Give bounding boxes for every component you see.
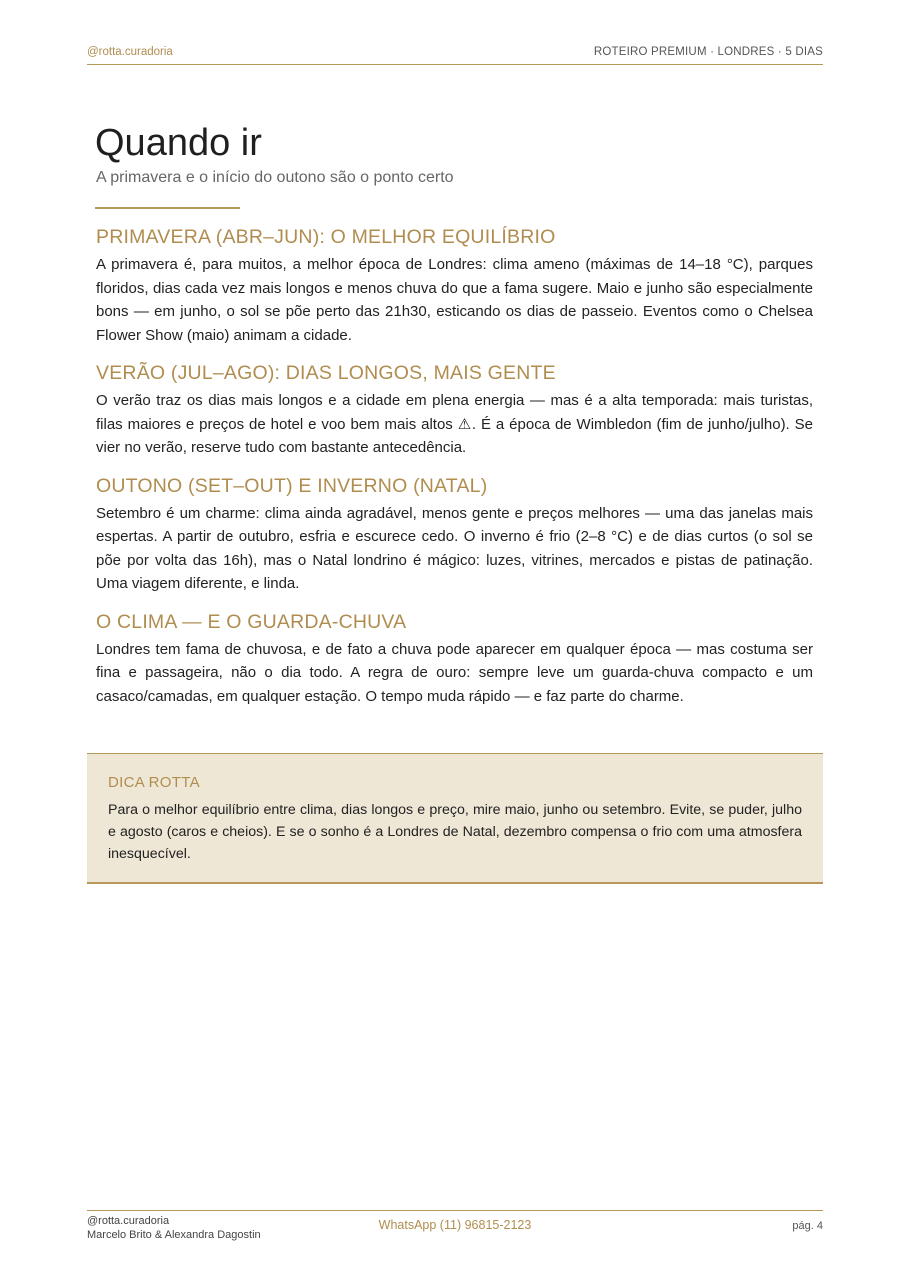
section-heading: PRIMAVERA (ABR–JUN): O MELHOR EQUILÍBRIO (96, 226, 556, 248)
section-outono-inverno (96, 475, 813, 596)
header-document-label: ROTEIRO PREMIUM · LONDRES · 5 DIAS (593, 46, 823, 58)
section-heading: VERÃO (JUL–AGO): DIAS LONGOS, MAIS GENTE (96, 362, 556, 384)
page-subtitle: A primavera e o início do outono são o ponto certo (96, 169, 454, 186)
section-text: A primavera é, para muitos, a melhor época de Londres: clima ameno (máximas de 14–18 °C), parques floridos, dias cada vez mais longos e menos chuva do que a fama sugere. Maio e junho são especialmente bons — em junho, o sol se põe perto das 21h30, esticando os dias de passeio. Eventos como o Chelsea Flower Show (maio) animam a cidade. (96, 256, 813, 344)
section-text: Londres tem fama de chuvosa, e de fato a chuva pode aparecer em qualquer época — mas costuma ser fina e passageira, não o dia todo. A regra de ouro: sempre leve um guarda-chuva compacto e um casaco/camadas, em qualquer estação. O tempo muda rápido — e faz parte do charme. (96, 640, 813, 705)
section-clima (96, 611, 813, 709)
footer-whatsapp-contact: WhatsApp (11) 96815-2123 (378, 1218, 532, 1232)
tip-box (87, 753, 823, 884)
page-footer (87, 1210, 823, 1241)
tip-title: DICA ROTTA (108, 774, 200, 791)
page-title: Quando ir (95, 122, 262, 164)
header-brand: @rotta.curadoria (87, 46, 173, 58)
page-header (87, 46, 823, 65)
footer-authors: Marcelo Brito & Alexandra Dagostin (87, 1229, 261, 1241)
main-content (96, 226, 813, 723)
section-text: O verão traz os dias mais longos e a cidade em plena energia — mas é a alta temporada: mais turistas, filas maiores e preços de hotel e voo bem mais altos ⚠. É a época de Wimbledon (fim de junho/julho). Se vier no verão, reserve tudo com bastante antecedência. (96, 392, 813, 456)
tip-text: Para o melhor equilíbrio entre clima, dias longos e preço, mire maio, junho ou setembro. Evite, se puder, julho e agosto (caros e cheios). E se o sonho é a Londres de Natal, dezembro compensa o frio com uma atmosfera inesquecível. (108, 802, 802, 862)
section-primavera (96, 226, 813, 347)
title-underline (95, 207, 240, 209)
section-verao (96, 362, 813, 460)
footer-brand: @rotta.curadoria (87, 1215, 170, 1227)
section-heading: O CLIMA — E O GUARDA-CHUVA (96, 610, 407, 633)
footer-page-number: pág. 4 (792, 1220, 823, 1232)
section-text: Setembro é um charme: clima ainda agradável, menos gente e preços melhores — uma das janelas mais espertas. A partir de outubro, esfria e escurece cedo. O inverno é frio (2–8 °C) e de dias curtos (o sol se põe por volta das 16h), mas o Natal londrino é mágico: luzes, vitrines, mercados e pistas de patinação. Uma viagem diferente, e linda. (96, 504, 813, 592)
section-heading: OUTONO (SET–OUT) E INVERNO (NATAL) (96, 474, 488, 497)
